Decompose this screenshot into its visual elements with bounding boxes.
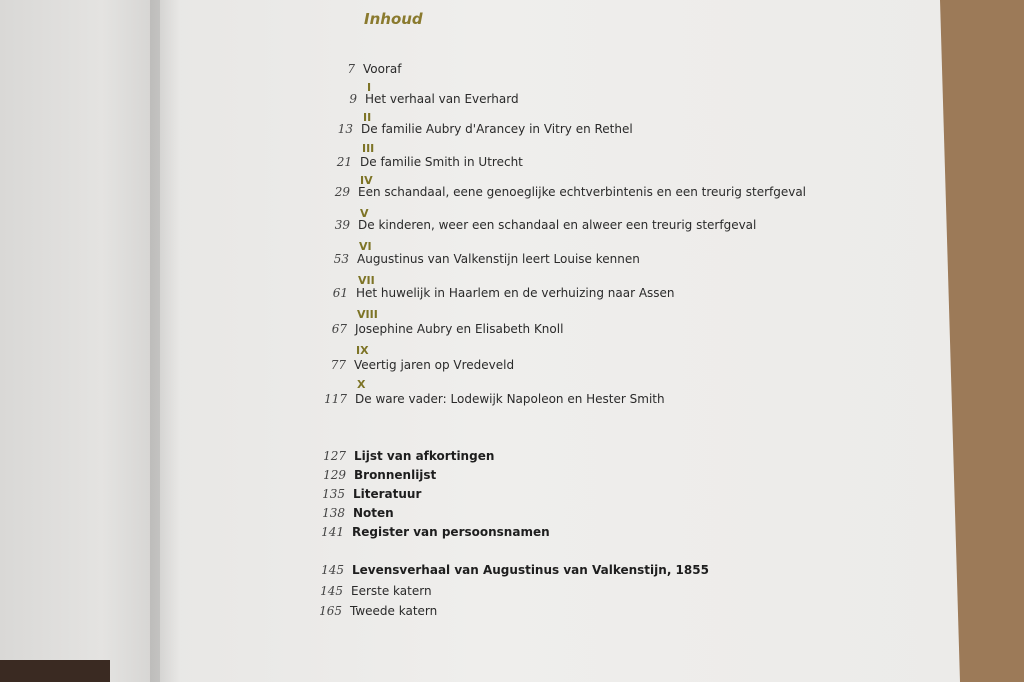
toc-entry (317, 92, 519, 112)
toc-page-number: 138 (322, 506, 345, 520)
toc-page-number: 39 (334, 218, 350, 232)
chapter-roman-numeral: IV (360, 174, 373, 187)
toc-page-number: 117 (324, 392, 347, 406)
chapter-roman-numeral: III (362, 142, 375, 155)
toc-entry (305, 506, 394, 526)
toc-entry (308, 286, 675, 306)
toc-page-number: 61 (332, 286, 348, 300)
toc-page-number: 145 (321, 563, 344, 577)
book-cover-edge (0, 660, 110, 682)
toc-page-number: 77 (330, 358, 346, 372)
toc-title: Een schandaal, eene genoeglijke echtverbintenis en een treurig sterfgeval (358, 185, 807, 199)
toc-entry (306, 468, 436, 488)
toc-page-number: 67 (331, 322, 347, 336)
page-title: Inhoud (364, 10, 423, 28)
toc-entry (310, 185, 806, 205)
toc-page-number: 9 (349, 92, 357, 106)
toc-entry (304, 525, 550, 545)
toc-title: De familie Aubry d'Arancey in Vitry en Rethel (361, 122, 633, 136)
toc-page-number: 21 (336, 155, 352, 169)
toc-title: Het huwelijk in Haarlem en de verhuizing naar Assen (356, 286, 675, 300)
chapter-roman-numeral: IX (356, 344, 369, 357)
toc-title: Literatuur (353, 487, 422, 501)
book-spine-shadow (150, 0, 180, 682)
toc-title: De ware vader: Lodewijk Napoleon en Hester Smith (355, 392, 665, 406)
toc-entry (306, 449, 494, 469)
toc-page-number: 141 (321, 525, 344, 539)
chapter-roman-numeral: VI (359, 240, 372, 253)
toc-page-number: 13 (337, 122, 353, 136)
toc-title: Levensverhaal van Augustinus van Valkenstijn, 1855 (352, 563, 709, 577)
toc-page-number: 127 (323, 449, 346, 463)
toc-title: Eerste katern (351, 584, 432, 598)
toc-entry (303, 584, 432, 604)
toc-entry (302, 604, 437, 624)
toc-title: Josephine Aubry en Elisabeth Knoll (355, 322, 564, 336)
toc-entry (307, 392, 665, 412)
toc-title: Lijst van afkortingen (354, 449, 495, 463)
toc-title: Veertig jaren op Vredeveld (354, 358, 515, 372)
toc-page-number: 145 (320, 584, 343, 598)
toc-title: Het verhaal van Everhard (365, 92, 519, 106)
toc-page-number: 7 (347, 62, 355, 76)
toc-title: De familie Smith in Utrecht (360, 155, 523, 169)
toc-entry (305, 487, 421, 507)
toc-entry (304, 563, 709, 583)
toc-title: Tweede katern (350, 604, 438, 618)
toc-entry (307, 322, 563, 342)
toc-entry (312, 155, 523, 175)
toc-entry (306, 358, 514, 378)
toc-page-number: 165 (319, 604, 342, 618)
toc-title: Bronnenlijst (354, 468, 437, 482)
toc-title: Noten (353, 506, 394, 520)
chapter-roman-numeral: I (367, 81, 372, 94)
chapter-roman-numeral: VII (358, 274, 375, 287)
toc-entry (309, 252, 640, 272)
toc-title: Augustinus van Valkenstijn leert Louise kennen (357, 252, 640, 266)
chapter-roman-numeral: X (357, 378, 366, 391)
chapter-roman-numeral: VIII (357, 308, 378, 321)
toc-page-number: 135 (322, 487, 345, 501)
toc-entry (313, 122, 633, 142)
toc-entry (315, 62, 401, 82)
toc-title: De kinderen, weer een schandaal en alweer een treurig sterfgeval (358, 218, 757, 232)
toc-entry (310, 218, 756, 238)
toc-title: Register van persoonsnamen (352, 525, 550, 539)
toc-page-number: 129 (323, 468, 346, 482)
left-page (0, 0, 170, 682)
chapter-roman-numeral: V (360, 207, 369, 220)
toc-page-number: 29 (334, 185, 350, 199)
toc-page-number: 53 (333, 252, 349, 266)
toc-title: Vooraf (363, 62, 402, 76)
chapter-roman-numeral: II (363, 111, 372, 124)
